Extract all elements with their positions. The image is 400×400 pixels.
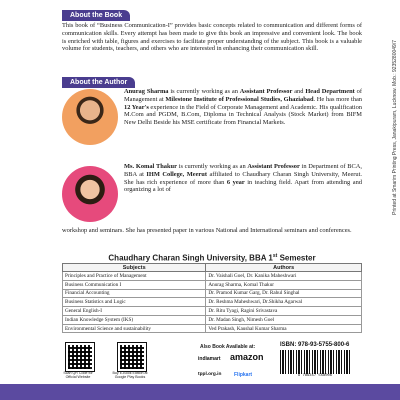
indiamart-logo[interactable]: indiamart — [198, 356, 221, 362]
university-title-end: Semester — [277, 253, 316, 263]
authors-cell: Dr. Reshma Maheshwari, Dr.Shikha Agarwal — [206, 298, 362, 307]
author1-name: Anurag Sharma — [124, 88, 169, 95]
isbn-label: ISBN: 978-93-5755-800-6 — [280, 342, 350, 348]
table-row — [63, 289, 362, 298]
table-header-row — [63, 264, 362, 272]
qr-caption-website: Scan QR Code for Official Website — [63, 371, 93, 379]
author1-photo — [62, 89, 118, 145]
university-title — [62, 253, 362, 263]
subject-cell: Indian Knowledge System (IKS) — [63, 315, 206, 324]
about-book-text: This book of “Business Communication-I” provides basic concepts related to communication and different forms of communication skills. Every attempt has been made to give this book an impressive and convenient look. The book is enriched with table, figures and exercises to facilitate proper understanding of the subject. This book is a valuable volume for students, teachers, and others who are interested in enhancing their communication skill. — [62, 22, 362, 53]
authors-cell: Ved Prakash, Kaushal Kumar Sharma — [206, 324, 362, 333]
amazon-logo[interactable]: amazon — [230, 352, 264, 362]
footer-bar — [0, 384, 400, 400]
header-authors: Authors — [206, 264, 362, 272]
subject-cell: Principles and Practice of Management — [63, 272, 206, 281]
authors-cell: Dr. Ritu Tyagi, Ragini Srivastava — [206, 307, 362, 316]
table-row — [63, 307, 362, 316]
subject-cell: Business Statistics and Logic — [63, 298, 206, 307]
barcode-icon — [280, 350, 350, 374]
header-subjects: Subjects — [63, 264, 206, 272]
side-strip — [386, 0, 400, 300]
tppl-logo[interactable]: tppl.org.in — [198, 372, 222, 377]
subject-cell: Environmental Science and sustainability — [63, 324, 206, 333]
author1-text-3: of Management at — [124, 88, 362, 103]
author1-text-2: and — [292, 88, 306, 95]
authors-cell: Dr. Pramod Kumar Garg, Dr. Rahul Singhal — [206, 289, 362, 298]
author2-name: Ms. Komal Thakur — [124, 163, 177, 170]
subject-cell: General English-I — [63, 307, 206, 316]
author2-bio-continued: workshop and seminars. She has presented paper in various National and International seminars and conferences. — [62, 227, 352, 234]
barcode-number: 9 789357 558006 — [297, 374, 333, 378]
author2-years: 6 year — [226, 178, 245, 186]
author1-role2: Head Department — [305, 88, 355, 95]
author2-text-2: in Department of BCA, BBA at — [124, 163, 363, 178]
printer-note: Printed at Smarim Printing Press, Janakipuram, Lucknow. Mob.: 9235280049/7 — [392, 40, 398, 215]
university-title-sup: st — [272, 253, 278, 259]
author2-text-3: affiliated to Chaudhary Charan Singh University, Meerut. She has rich experience of more than — [124, 170, 362, 186]
author1-text-5: experience in the Field of Corporate Management and Academic. His qualification M.Com and PGDM, B.Com, Diploma in Technical Analysis (Stock Market) from BIFM New Delhi Beside his MSE certificate from Financial Markets. — [124, 103, 362, 127]
qr-code-ebook-icon[interactable] — [118, 343, 146, 371]
author1-years: 12 Year's — [124, 103, 149, 111]
table-row — [63, 272, 362, 281]
authors-cell: Dr. Madan Singh, Nimesh Goel — [206, 315, 362, 324]
author2-text-4: in teaching field. Apart from attending and organizing a lot of — [124, 178, 362, 194]
table-row — [63, 315, 362, 324]
qr-code-website-icon[interactable] — [66, 343, 94, 371]
table-row — [63, 324, 362, 333]
author1-role: Assistant Professor — [239, 88, 293, 95]
author1-text-4: . He has more than — [313, 95, 363, 103]
about-book-heading: About the Book — [62, 10, 130, 21]
author1-bio — [124, 88, 362, 127]
author2-institute: IHM College, Meerut — [146, 170, 207, 178]
authors-cell: Dr. Vaishali Goel, Dr. Kanika Maheshwari — [206, 272, 362, 281]
available-at-label: Also Book Available at: — [200, 344, 256, 350]
subject-cell: Financial Accounting — [63, 289, 206, 298]
author1-institute: Milestone Institute of Professional Studies, Ghaziabad — [165, 95, 314, 103]
subject-cell: Business Communication I — [63, 280, 206, 289]
table-row — [63, 298, 362, 307]
author2-text-1: is currently working as an — [176, 163, 248, 170]
author2-photo — [62, 166, 118, 222]
flipkart-logo[interactable]: Flipkart — [234, 372, 253, 378]
authors-cell: Anurag Sharma, Komal Thakur — [206, 280, 362, 289]
author1-text-1: is currently working as an — [168, 88, 240, 95]
qr-caption-ebook: Buy E-Book Edition at Google Play Books — [112, 371, 148, 379]
author2-bio — [124, 163, 362, 194]
table-row — [63, 280, 362, 289]
university-title-text: Chaudhary Charan Singh University, BBA 1 — [108, 253, 273, 263]
about-author-heading: About the Author — [62, 77, 135, 88]
author2-role: Assistant Professor — [247, 163, 300, 170]
subjects-table — [62, 263, 362, 333]
